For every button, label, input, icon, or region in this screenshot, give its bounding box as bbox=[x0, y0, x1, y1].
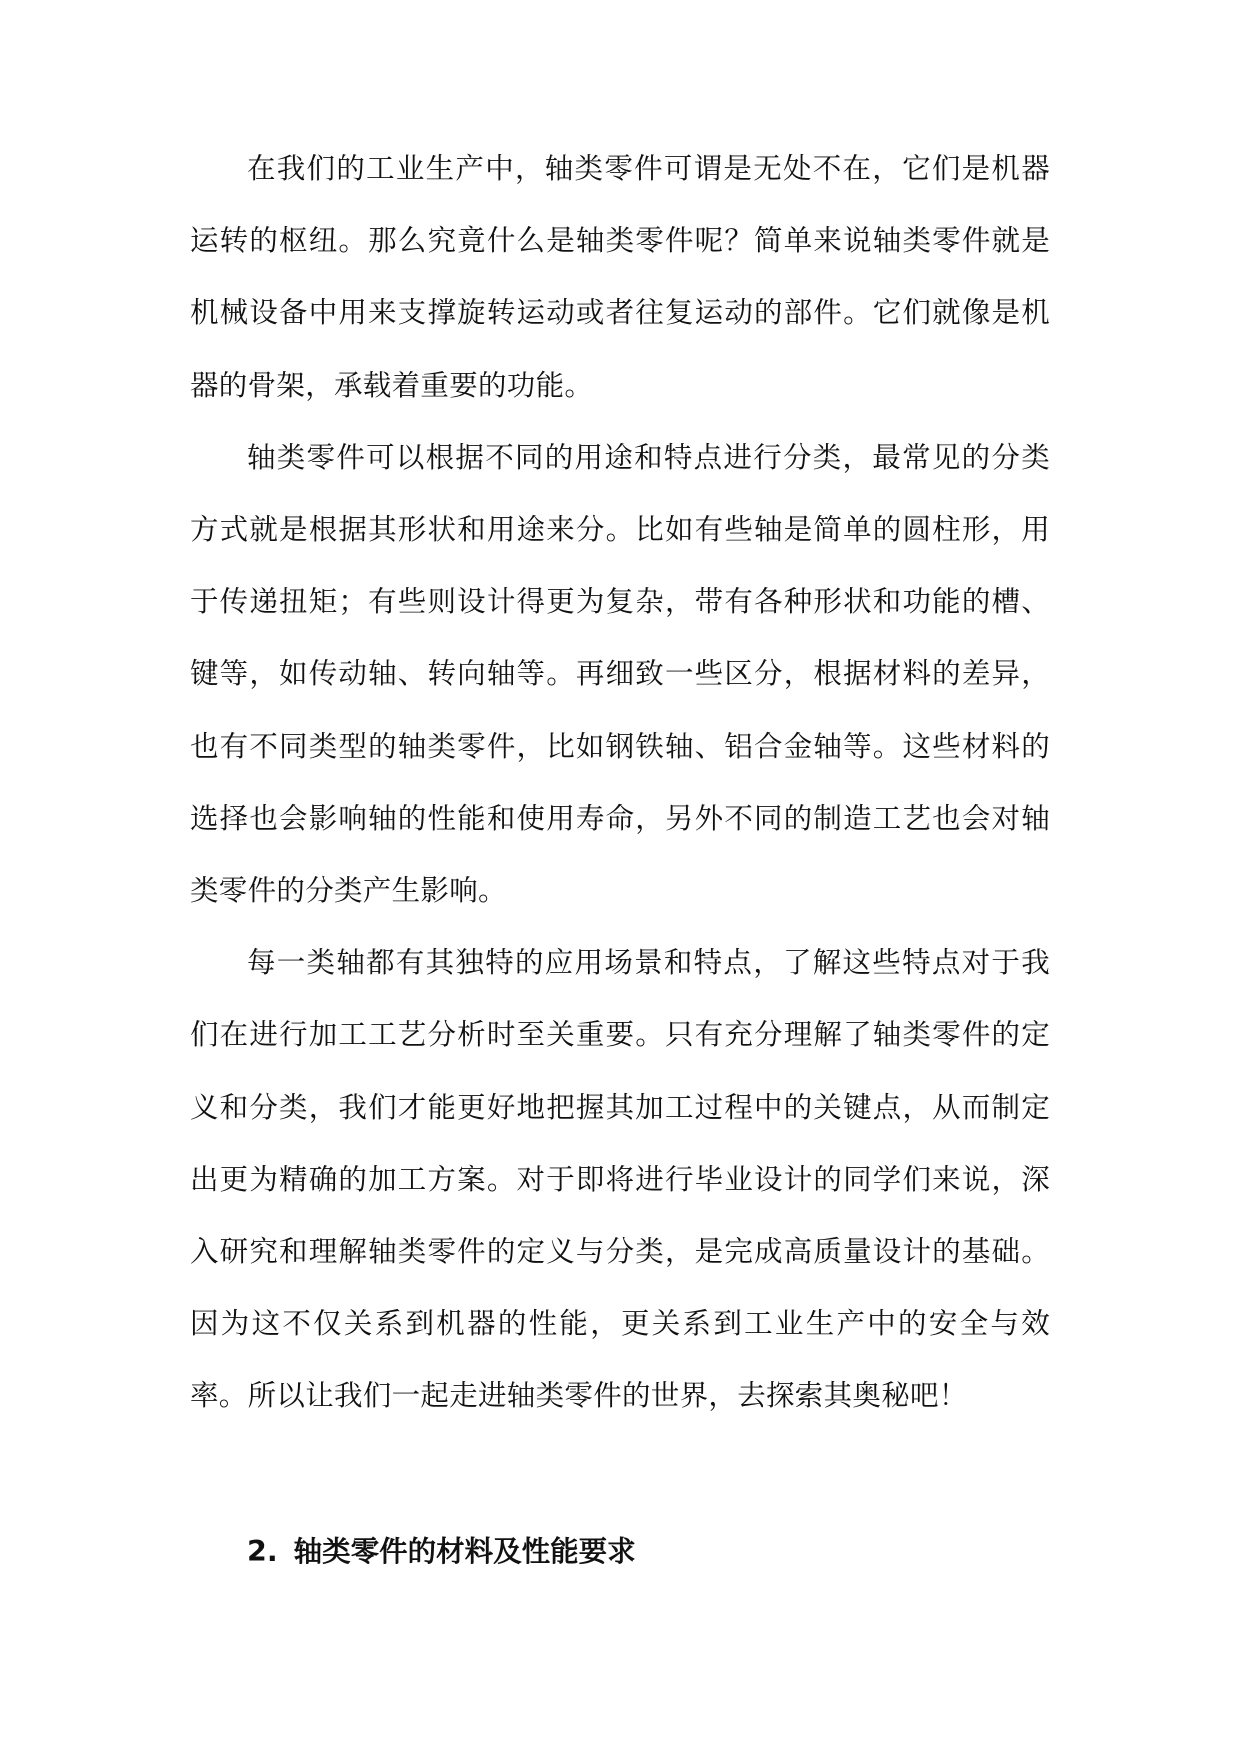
section-heading bbox=[247, 1530, 636, 1574]
section-number: 2. bbox=[247, 1535, 278, 1568]
body-text bbox=[190, 133, 1050, 1433]
paragraph-shaft-definition: 在我们的工业生产中，轴类零件可谓是无处不在，它们是机器运转的枢纽。那么究竟什么是轴类零件呢？简单来说轴类零件就是机械设备中用来支撑旋转运动或者往复运动的部件。它们就像是机器的骨架，承载着重要的功能。 bbox=[190, 152, 1050, 402]
section-title: 轴类零件的材料及性能要求 bbox=[293, 1535, 636, 1568]
paragraph-shaft-classification: 轴类零件可以根据不同的用途和特点进行分类，最常见的分类方式就是根据其形状和用途来分。比如有些轴是简单的圆柱形，用于传递扭矩；有些则设计得更为复杂，带有各种形状和功能的槽、键等，如传动轴、转向轴等。再细致一些区分，根据材料的差异，也有不同类型的轴类零件，比如钢铁轴、铝合金轴等。这些材料的选择也会影响轴的性能和使用寿命，另外不同的制造工艺也会对轴类零件的分类产生影响。 bbox=[190, 440, 1050, 908]
paragraph-shaft-importance: 每一类轴都有其独特的应用场景和特点，了解这些特点对于我们在进行加工工艺分析时至关重要。只有充分理解了轴类零件的定义和分类，我们才能更好地把握其加工过程中的关键点，从而制定出更为精确的加工方案。对于即将进行毕业设计的同学们来说，深入研究和理解轴类零件的定义与分类，是完成高质量设计的基础。因为这不仅关系到机器的性能，更关系到工业生产中的安全与效率。所以让我们一起走进轴类零件的世界，去探索其奥秘吧！ bbox=[190, 946, 1050, 1413]
